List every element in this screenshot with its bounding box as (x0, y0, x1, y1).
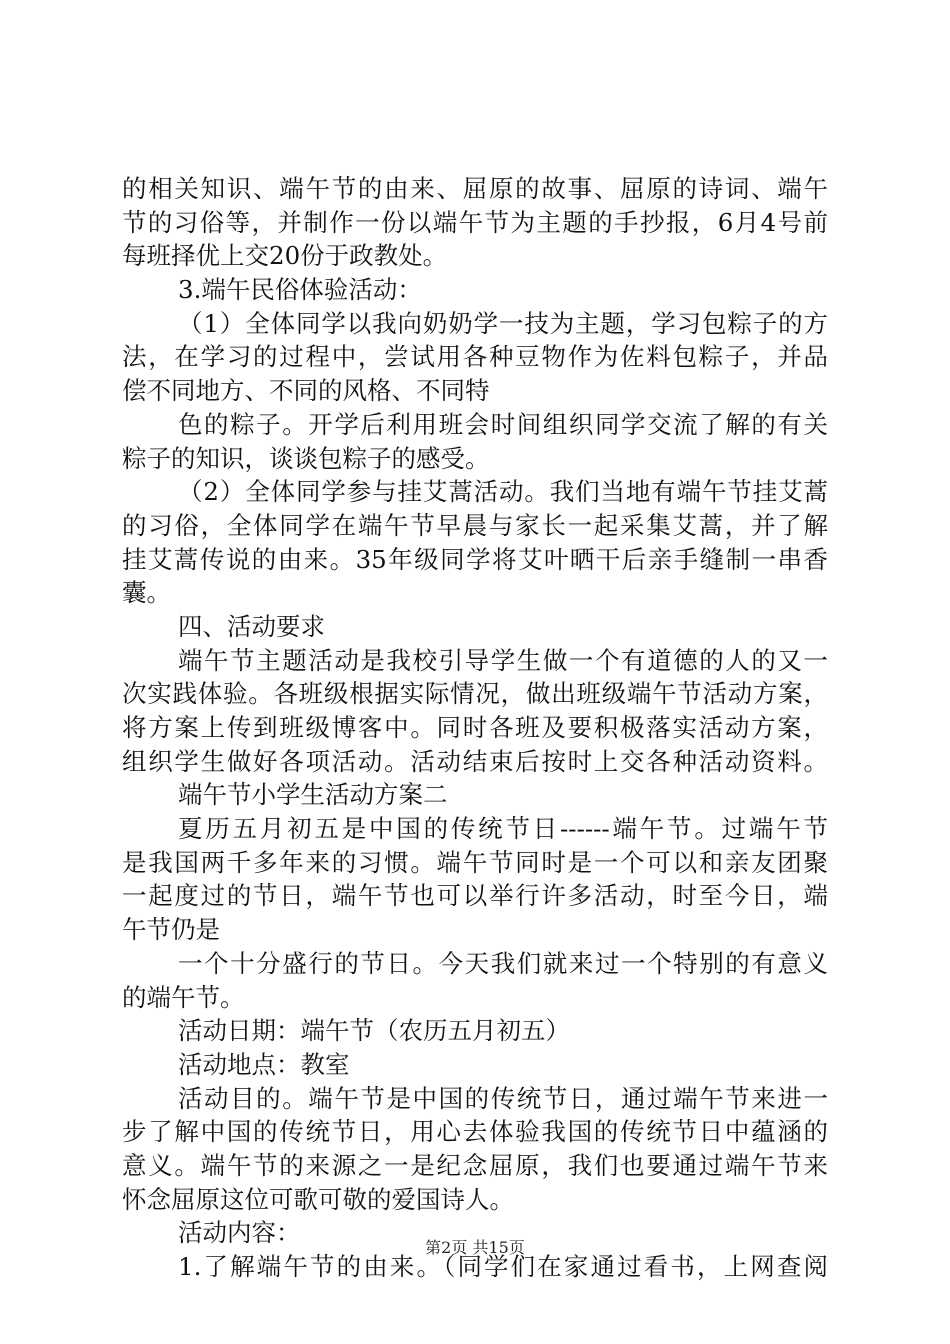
text-line: 活动地点：教室 (178, 1049, 350, 1079)
text-line: 1.了解端午节的由来。（同学们在家通过看书，上网查阅 (178, 1252, 828, 1281)
document-body (122, 172, 832, 1284)
text-line: 意义。端午节的来源之一是纪念屈原，我们也要通过端午节来 (122, 1150, 828, 1180)
text-line: 组织学生做好各项活动。活动结束后按时上交各种活动资料。 (122, 746, 828, 776)
text-line: 次实践体验。各班级根据实际情况，做出班级端午节活动方案， (122, 679, 828, 709)
text-line: （1）全体同学以我向奶奶学一技为主题，学习包粽子的方 (178, 308, 828, 338)
text-line: 的端午节。 (122, 982, 245, 1012)
text-line: 一个十分盛行的节日。今天我们就来过一个特别的有意义 (178, 948, 828, 978)
page-number-footer: 第2页 共15页 (425, 1238, 525, 1257)
section-heading: 端午节小学生活动方案二 (178, 780, 448, 810)
section-heading: 3.端午民俗体验活动： (178, 275, 422, 305)
text-line: 活动日期：端午节（农历五月初五） (178, 1016, 570, 1046)
section-heading: 活动内容： (178, 1218, 301, 1248)
text-line: 活动目的。端午节是中国的传统节日，通过端午节来进一 (178, 1083, 828, 1113)
text-line: （2）全体同学参与挂艾蒿活动。我们当地有端午节挂艾蒿 (178, 477, 828, 507)
text-line: 挂艾蒿传说的由来。35年级同学将艾叶晒干后亲手缝制一串香 (122, 544, 828, 574)
text-line: 节的习俗等，并制作一份以端午节为主题的手抄报，6月4号前 (122, 207, 828, 237)
text-line: 囊。 (122, 578, 171, 608)
text-line: 每班择优上交20份于政教处。 (122, 241, 448, 271)
text-line: 粽子的知识，谈谈包粽子的感受。 (122, 443, 490, 473)
text-line: 的习俗，全体同学在端午节早晨与家长一起采集艾蒿，并了解 (122, 510, 828, 540)
text-line: 步了解中国的传统节日，用心去体验我国的传统节日中蕴涵的 (122, 1117, 828, 1147)
text-line: 午节仍是 (122, 915, 220, 945)
text-line: 怀念屈原这位可歌可敬的爱国诗人。 (122, 1184, 514, 1214)
text-line: 端午节主题活动是我校引导学生做一个有道德的人的又一 (178, 645, 828, 675)
text-line: 偿不同地方、不同的风格、不同特 (122, 376, 490, 406)
text-line: 一起度过的节日，端午节也可以举行许多活动，时至今日，端 (122, 881, 828, 911)
text-line: 的相关知识、端午节的由来、屈原的故事、屈原的诗词、端午 (122, 174, 828, 203)
text-line: 色的粽子。开学后利用班会时间组织同学交流了解的有关 (178, 409, 828, 439)
text-line: 法，在学习的过程中，尝试用各种豆物作为佐料包粽子，并品 (122, 342, 828, 372)
section-heading: 四、活动要求 (178, 611, 325, 641)
text-line: 夏历五月初五是中国的传统节日------端午节。过端午节 (178, 814, 828, 844)
text-line: 是我国两千多年来的习惯。端午节同时是一个可以和亲友团聚 (122, 847, 828, 877)
text-line: 将方案上传到班级博客中。同时各班及要积极落实活动方案， (122, 713, 828, 742)
